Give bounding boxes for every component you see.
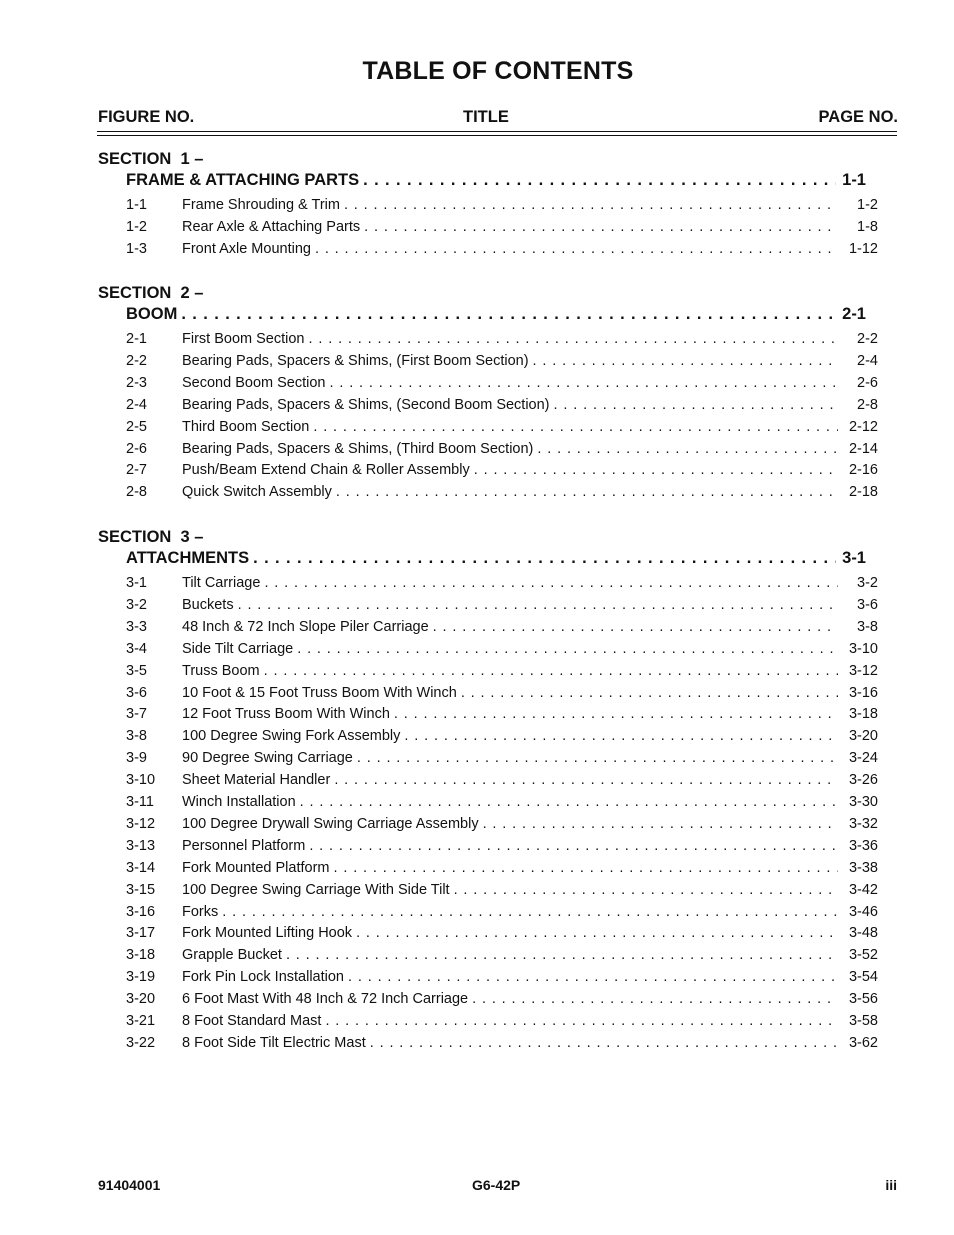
entry-page-number: 3-48 bbox=[848, 925, 878, 942]
entry-title: Grapple Bucket bbox=[182, 947, 282, 964]
dot-leader bbox=[222, 904, 838, 920]
dot-leader bbox=[472, 991, 838, 1007]
dot-leader bbox=[329, 375, 838, 391]
figure-number: 2-3 bbox=[126, 374, 147, 391]
dot-leader bbox=[181, 305, 836, 324]
section-label: SECTION 3 – bbox=[98, 528, 204, 546]
toc-entry[interactable] bbox=[126, 1013, 878, 1029]
entry-title: 48 Inch & 72 Inch Slope Piler Carriage bbox=[182, 618, 429, 635]
dot-leader bbox=[370, 1035, 838, 1051]
figure-number: 1-1 bbox=[126, 197, 147, 213]
entry-page-number: 3-16 bbox=[848, 684, 878, 701]
dot-leader bbox=[286, 947, 838, 963]
toc-entry[interactable] bbox=[126, 619, 878, 635]
dot-leader bbox=[404, 728, 838, 744]
entry-page-number: 2-12 bbox=[848, 418, 878, 435]
title-header: TITLE bbox=[463, 108, 509, 126]
entry-page-number: 3-62 bbox=[848, 1034, 878, 1051]
entry-page-number: 2-6 bbox=[857, 374, 878, 391]
toc-entry[interactable] bbox=[126, 197, 878, 213]
entry-title: Quick Switch Assembly bbox=[182, 484, 332, 501]
entry-title: Forks bbox=[182, 903, 219, 920]
entry-page-number: 3-58 bbox=[848, 1013, 878, 1029]
dot-leader bbox=[454, 882, 838, 898]
toc-entry[interactable] bbox=[126, 441, 878, 457]
page-no-header: PAGE NO. bbox=[818, 108, 898, 126]
figure-number: 3-4 bbox=[126, 640, 147, 657]
figure-no-header: FIGURE NO. bbox=[98, 108, 195, 126]
figure-number: 2-5 bbox=[126, 418, 147, 435]
section-page-number: 1-1 bbox=[842, 171, 866, 189]
entry-title: Fork Mounted Platform bbox=[182, 859, 330, 876]
dot-leader bbox=[300, 794, 838, 810]
figure-number: 2-6 bbox=[126, 440, 147, 457]
figure-number: 1-3 bbox=[126, 240, 147, 257]
entry-title: 8 Foot Side Tilt Electric Mast bbox=[182, 1034, 366, 1051]
figure-number: 3-18 bbox=[126, 947, 156, 964]
toc-entry[interactable] bbox=[126, 838, 878, 854]
toc-entry[interactable] bbox=[126, 860, 878, 876]
toc-entry[interactable] bbox=[126, 597, 878, 613]
figure-number: 2-8 bbox=[126, 484, 147, 501]
toc-entry[interactable] bbox=[126, 353, 878, 369]
entry-title: Winch Installation bbox=[182, 794, 296, 810]
entry-title: 100 Degree Swing Carriage With Side Tilt bbox=[182, 881, 450, 898]
dot-leader bbox=[363, 171, 836, 190]
entry-page-number: 3-8 bbox=[857, 618, 878, 635]
dot-leader bbox=[333, 860, 838, 876]
entry-title: Rear Axle & Attaching Parts bbox=[182, 218, 361, 235]
dot-leader bbox=[348, 969, 838, 985]
entry-page-number: 3-26 bbox=[848, 772, 878, 789]
footer-doc-number: 91404001 bbox=[98, 1177, 161, 1193]
figure-number: 3-7 bbox=[126, 706, 147, 723]
figure-number: 3-15 bbox=[126, 881, 156, 898]
dot-leader bbox=[433, 619, 838, 635]
entry-page-number: 2-14 bbox=[848, 440, 878, 457]
entry-page-number: 3-52 bbox=[848, 947, 878, 964]
entry-title: Frame Shrouding & Trim bbox=[182, 197, 340, 213]
toc-entry[interactable] bbox=[126, 1035, 878, 1051]
toc-entry[interactable] bbox=[126, 882, 878, 898]
entry-page-number: 2-16 bbox=[848, 462, 878, 479]
figure-number: 3-6 bbox=[126, 684, 147, 701]
dot-leader bbox=[394, 706, 838, 722]
entry-page-number: 3-20 bbox=[848, 728, 878, 745]
toc-entry[interactable] bbox=[126, 641, 878, 657]
figure-number: 3-19 bbox=[126, 969, 156, 986]
entry-page-number: 3-18 bbox=[848, 706, 878, 723]
toc-entry[interactable] bbox=[126, 750, 878, 766]
toc-entry[interactable] bbox=[126, 794, 878, 810]
figure-number: 3-12 bbox=[126, 815, 156, 832]
entry-title: 12 Foot Truss Boom With Winch bbox=[182, 706, 390, 723]
section-title: FRAME & ATTACHING PARTS bbox=[126, 171, 360, 189]
dot-leader bbox=[336, 484, 838, 500]
footer-model: G6-42P bbox=[472, 1177, 521, 1193]
entry-page-number: 3-54 bbox=[848, 969, 878, 986]
entry-page-number: 2-4 bbox=[857, 352, 878, 369]
entry-page-number: 3-56 bbox=[848, 991, 878, 1008]
toc-entry[interactable] bbox=[126, 462, 878, 478]
figure-number: 3-17 bbox=[126, 925, 156, 942]
dot-leader bbox=[264, 663, 838, 679]
toc-entry[interactable] bbox=[126, 663, 878, 679]
entry-title: Tilt Carriage bbox=[182, 575, 261, 591]
entry-title: Bearing Pads, Spacers & Shims, (Second Boom Section) bbox=[182, 396, 550, 413]
toc-entry[interactable] bbox=[126, 904, 878, 920]
entry-title: Push/Beam Extend Chain & Roller Assembly bbox=[182, 462, 470, 479]
figure-number: 3-10 bbox=[126, 772, 156, 789]
entry-title: Front Axle Mounting bbox=[182, 240, 311, 257]
dot-leader bbox=[474, 462, 838, 478]
dot-leader bbox=[264, 575, 838, 591]
figure-number: 2-4 bbox=[126, 396, 147, 413]
entry-page-number: 3-30 bbox=[848, 794, 878, 810]
entry-title: 90 Degree Swing Carriage bbox=[182, 750, 353, 767]
entry-title: 8 Foot Standard Mast bbox=[182, 1013, 322, 1029]
dot-leader bbox=[483, 816, 838, 832]
entry-page-number: 3-42 bbox=[848, 881, 878, 898]
section-page-number: 2-1 bbox=[842, 305, 866, 323]
entry-page-number: 2-2 bbox=[857, 331, 878, 347]
figure-number: 1-2 bbox=[126, 218, 147, 235]
entry-title: 6 Foot Mast With 48 Inch & 72 Inch Carriage bbox=[182, 991, 469, 1008]
section-title: BOOM bbox=[126, 305, 178, 323]
entry-page-number: 3-36 bbox=[848, 837, 878, 854]
entry-title: 100 Degree Swing Fork Assembly bbox=[182, 728, 401, 745]
dot-leader bbox=[325, 1013, 838, 1029]
figure-number: 3-3 bbox=[126, 618, 147, 635]
figure-number: 3-9 bbox=[126, 750, 147, 767]
entry-page-number: 3-38 bbox=[848, 859, 878, 876]
entry-title: Bearing Pads, Spacers & Shims, (First Boom Section) bbox=[182, 352, 529, 369]
figure-number: 3-14 bbox=[126, 859, 156, 876]
toc-entry[interactable] bbox=[126, 484, 878, 500]
section-page-number: 3-1 bbox=[842, 549, 866, 567]
dot-leader bbox=[334, 772, 838, 788]
footer-page-number: iii bbox=[885, 1177, 897, 1193]
entry-title: Truss Boom bbox=[182, 662, 260, 679]
toc-entry[interactable] bbox=[126, 241, 878, 257]
dot-leader bbox=[313, 419, 838, 435]
section-heading-row[interactable] bbox=[126, 305, 866, 324]
dot-leader bbox=[253, 549, 836, 568]
section-label: SECTION 2 – bbox=[98, 284, 204, 302]
figure-number: 2-7 bbox=[126, 462, 147, 479]
section-heading-row[interactable] bbox=[126, 171, 866, 190]
toc-entry[interactable] bbox=[126, 772, 878, 788]
section-heading-row[interactable] bbox=[126, 549, 866, 568]
figure-number: 3-20 bbox=[126, 991, 156, 1008]
dot-leader bbox=[357, 750, 838, 766]
entry-title: Sheet Material Handler bbox=[182, 772, 331, 789]
toc-entry[interactable] bbox=[126, 331, 878, 347]
entry-title: Fork Mounted Lifting Hook bbox=[182, 925, 353, 942]
entry-page-number: 3-32 bbox=[848, 815, 878, 832]
entry-page-number: 2-8 bbox=[857, 396, 878, 413]
entry-page-number: 1-2 bbox=[857, 197, 878, 213]
entry-title: First Boom Section bbox=[182, 331, 305, 347]
dot-leader bbox=[344, 197, 838, 213]
figure-number: 3-2 bbox=[126, 596, 147, 613]
entry-page-number: 3-2 bbox=[857, 575, 878, 591]
toc-entry[interactable] bbox=[126, 397, 878, 413]
entry-title: Bearing Pads, Spacers & Shims, (Third Boom Section) bbox=[182, 440, 534, 457]
toc-entry[interactable] bbox=[126, 991, 878, 1007]
toc-entry[interactable] bbox=[126, 728, 878, 744]
entry-title: 100 Degree Drywall Swing Carriage Assembly bbox=[182, 815, 479, 832]
entry-page-number: 3-6 bbox=[857, 596, 878, 613]
dot-leader bbox=[533, 353, 838, 369]
entry-page-number: 1-12 bbox=[848, 240, 878, 257]
entry-title: Third Boom Section bbox=[182, 418, 310, 435]
figure-number: 3-22 bbox=[126, 1034, 156, 1051]
figure-number: 3-13 bbox=[126, 837, 156, 854]
dot-leader bbox=[309, 331, 839, 347]
entry-page-number: 1-8 bbox=[857, 218, 878, 235]
toc-entry[interactable] bbox=[126, 969, 878, 985]
entry-title: 10 Foot & 15 Foot Truss Boom With Winch bbox=[182, 684, 457, 701]
figure-number: 3-11 bbox=[126, 794, 154, 810]
entry-page-number: 3-46 bbox=[848, 903, 878, 920]
entry-title: Second Boom Section bbox=[182, 374, 326, 391]
header-rule-top bbox=[97, 131, 897, 132]
toc-entry[interactable] bbox=[126, 575, 878, 591]
dot-leader bbox=[309, 838, 838, 854]
entry-page-number: 3-12 bbox=[848, 662, 878, 679]
section-label: SECTION 1 – bbox=[98, 150, 204, 168]
figure-number: 3-8 bbox=[126, 728, 147, 745]
dot-leader bbox=[238, 597, 838, 613]
toc-entry[interactable] bbox=[126, 375, 878, 391]
dot-leader bbox=[356, 925, 838, 941]
figure-number: 2-1 bbox=[126, 331, 147, 347]
entry-title: Fork Pin Lock Installation bbox=[182, 969, 344, 986]
toc-entry[interactable] bbox=[126, 816, 878, 832]
dot-leader bbox=[554, 397, 838, 413]
header-rule-bottom bbox=[97, 135, 897, 136]
toc-entry[interactable] bbox=[126, 925, 878, 941]
toc-entry[interactable] bbox=[126, 219, 878, 235]
entry-page-number: 2-18 bbox=[848, 484, 878, 501]
entry-title: Side Tilt Carriage bbox=[182, 640, 294, 657]
entry-page-number: 3-10 bbox=[848, 640, 878, 657]
entry-page-number: 3-24 bbox=[848, 750, 878, 767]
figure-number: 3-5 bbox=[126, 662, 147, 679]
page-title: TABLE OF CONTENTS bbox=[362, 57, 634, 85]
dot-leader bbox=[315, 241, 838, 257]
figure-number: 3-1 bbox=[126, 575, 147, 591]
toc-entry[interactable] bbox=[126, 419, 878, 435]
toc-entry[interactable] bbox=[126, 947, 878, 963]
toc-entry[interactable] bbox=[126, 685, 878, 701]
dot-leader bbox=[297, 641, 838, 657]
dot-leader bbox=[461, 685, 838, 701]
toc-entry[interactable] bbox=[126, 706, 878, 722]
entry-title: Personnel Platform bbox=[182, 837, 306, 854]
entry-title: Buckets bbox=[182, 596, 234, 613]
figure-number: 3-21 bbox=[126, 1013, 156, 1029]
figure-number: 3-16 bbox=[126, 903, 156, 920]
figure-number: 2-2 bbox=[126, 352, 147, 369]
dot-leader bbox=[364, 219, 838, 235]
section-title: ATTACHMENTS bbox=[126, 549, 250, 567]
dot-leader bbox=[537, 441, 838, 457]
